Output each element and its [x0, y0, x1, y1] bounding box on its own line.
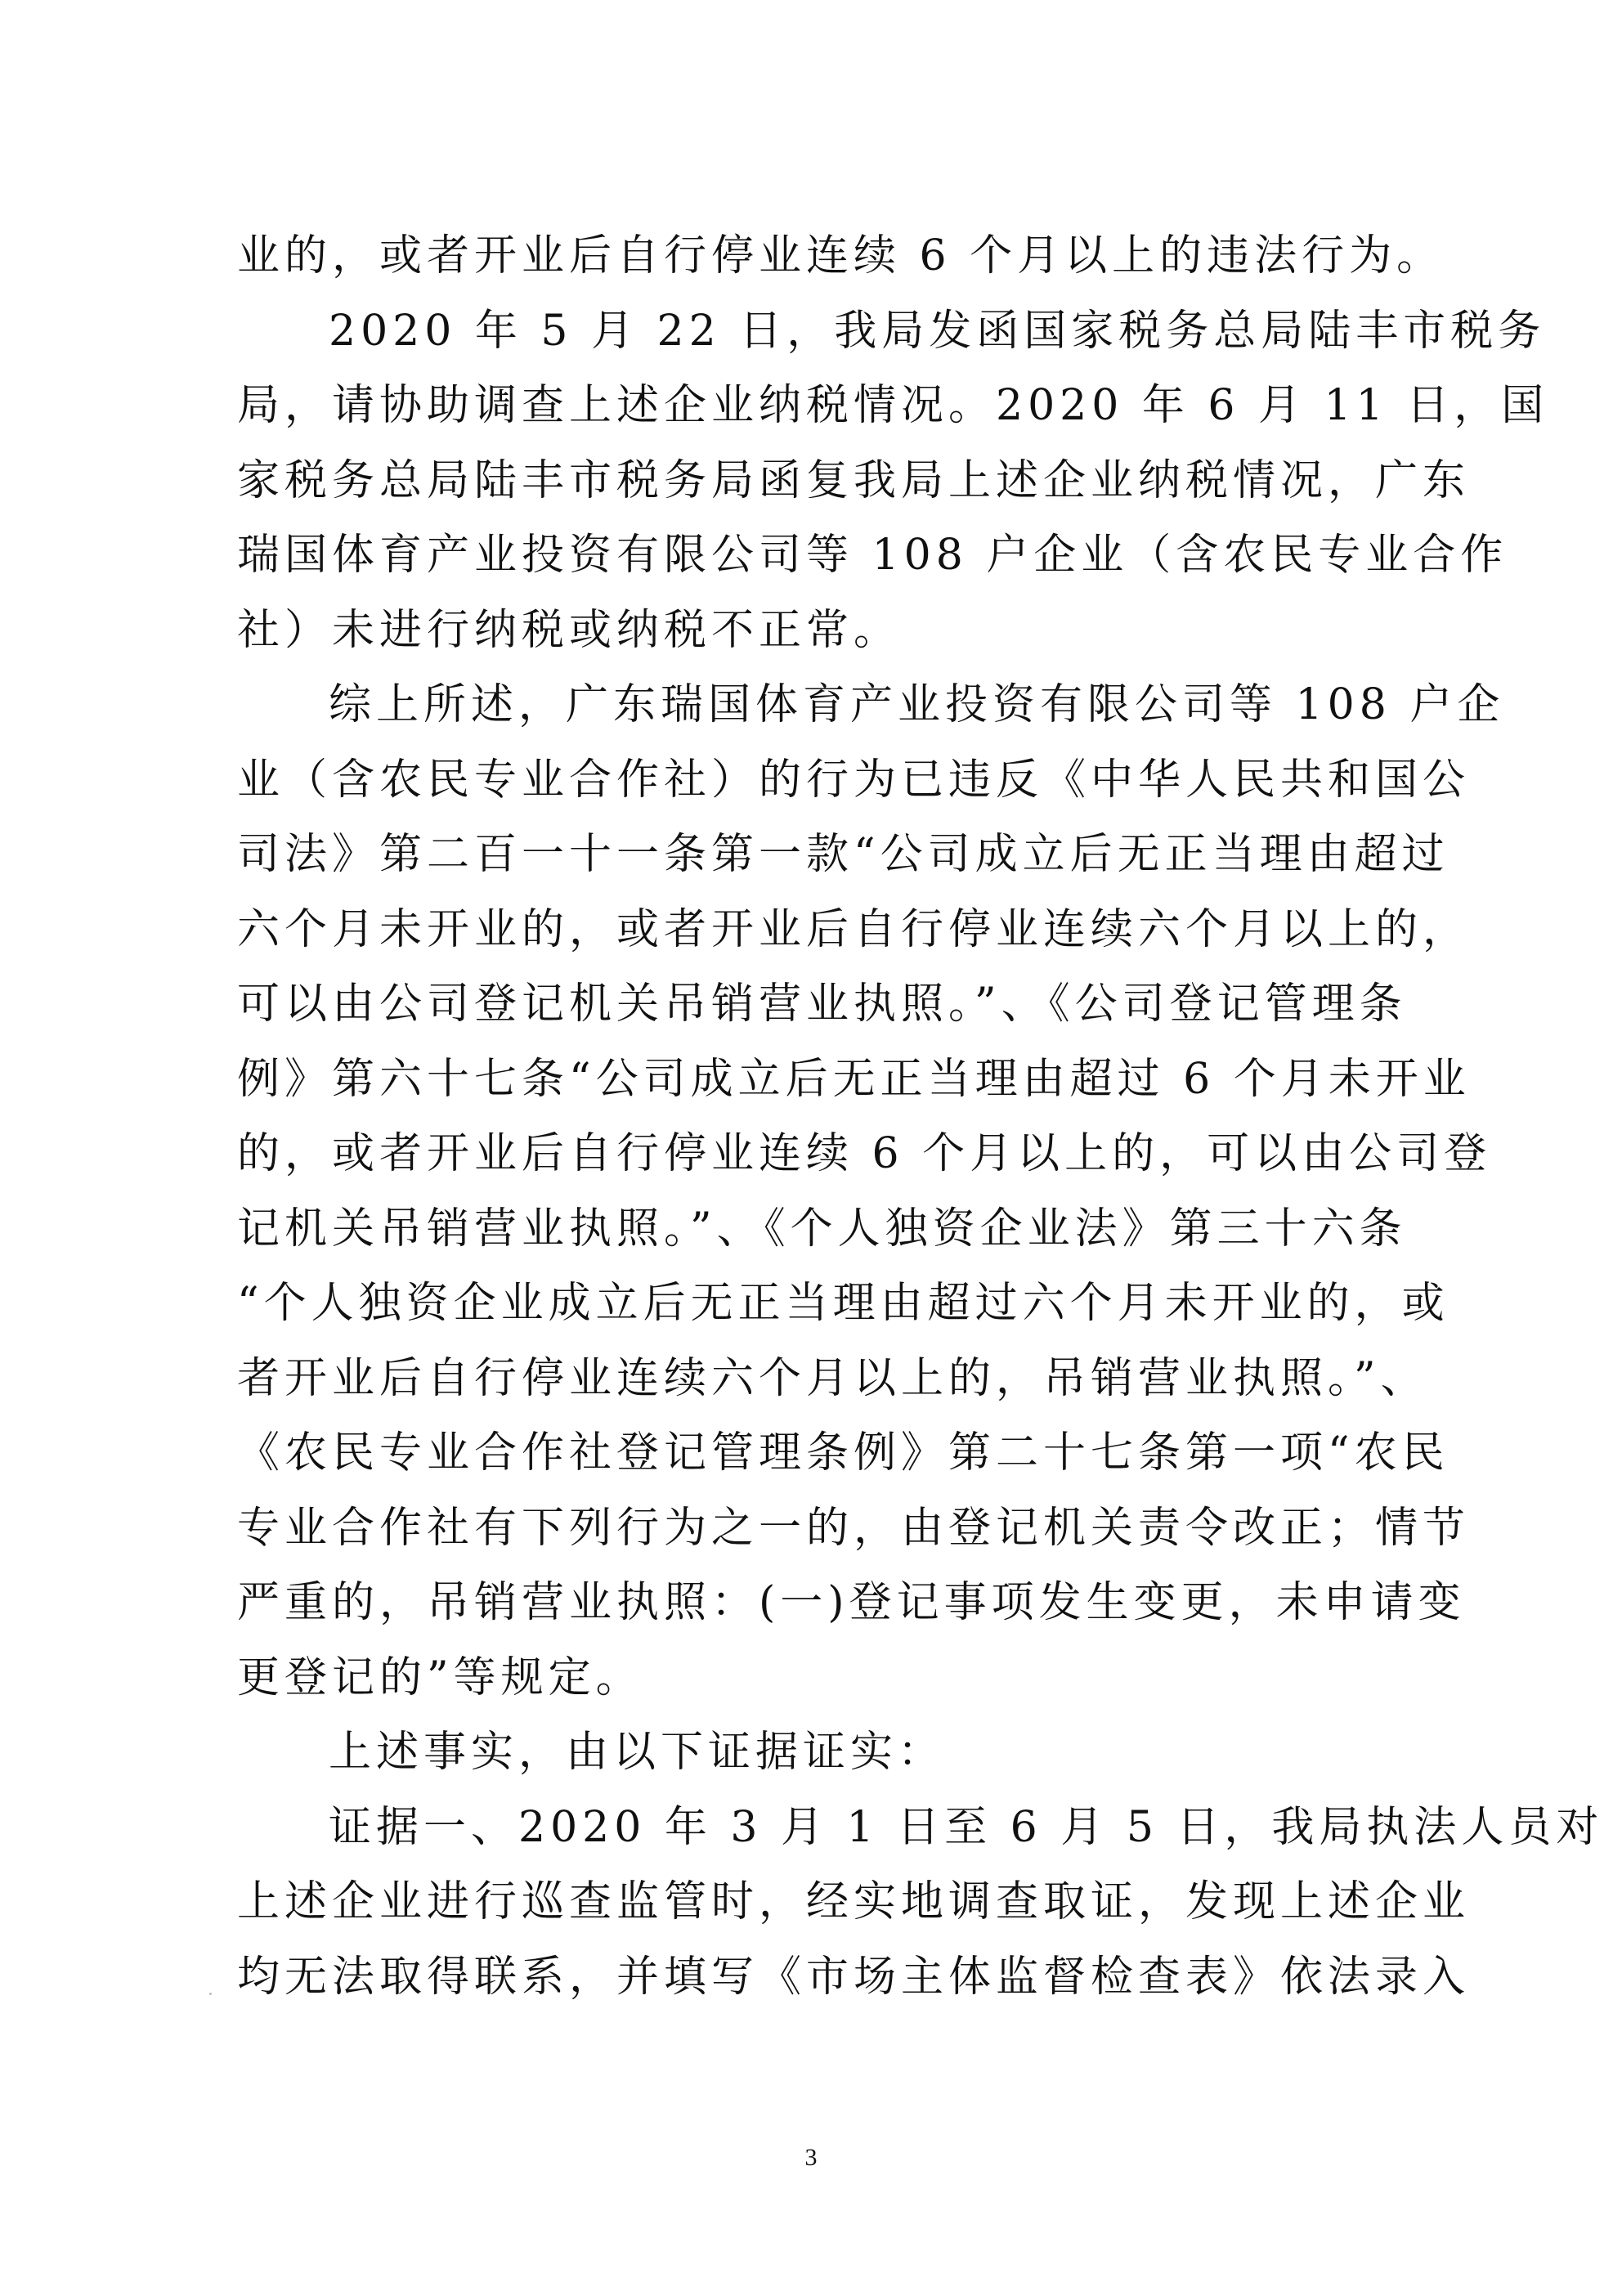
- text-line: 局，请协助调查上述企业纳税情况。2020 年 6 月 11 日，国: [237, 381, 1549, 430]
- paragraph-start-line: 综上所述，广东瑞国体育产业投资有限公司等 108 户企: [329, 680, 1505, 729]
- text-line: 的，或者开业后自行停业连续 6 个月以上的，可以由公司登: [237, 1129, 1492, 1178]
- text-line: 者开业后自行停业连续六个月以上的，吊销营业执照。”、: [237, 1353, 1428, 1403]
- text-line: 瑞国体育产业投资有限公司等 108 户企业（含农民专业合作: [237, 531, 1508, 580]
- text-line: 上述企业进行巡查监管时，经实地调查取证，发现上述企业: [237, 1877, 1471, 1926]
- page-number: 3: [804, 2144, 818, 2171]
- body-text: [237, 219, 1604, 2015]
- text-line: 均无法取得联系，并填写《市场主体监督检查表》依法录入: [237, 1952, 1471, 2002]
- text-line: 可以由公司登记机关吊销营业执照。”、《公司登记管理条: [237, 980, 1407, 1029]
- paragraph-start-line: 上述事实，由以下证据证实：: [329, 1728, 946, 1777]
- text-line: “个人独资企业成立后无正当理由超过六个月未开业的，或: [237, 1279, 1449, 1328]
- paragraph-start-line: 2020 年 5 月 22 日，我局发函国家税务总局陆丰市税务: [329, 306, 1546, 356]
- text-line: 例》第六十七条“公司成立后无正当理由超过 6 个月未开业: [237, 1054, 1471, 1104]
- text-line: 严重的，吊销营业执照：(一)登记事项发生变更，未申请变: [237, 1578, 1466, 1627]
- text-line: 家税务总局陆丰市税务局函复我局上述企业纳税情况，广东: [237, 455, 1471, 505]
- text-line: 更登记的”等规定。: [237, 1652, 643, 1702]
- text-line: 业（含农民专业合作社）的行为已违反《中华人民共和国公: [237, 755, 1471, 805]
- text-line: 《农民专业合作社登记管理条例》第二十七条第一项“农民: [237, 1428, 1449, 1478]
- text-line: 业的，或者开业后自行停业连续 6 个月以上的违法行为。: [237, 231, 1445, 280]
- text-line: 社）未进行纳税或纳税不正常。: [237, 605, 902, 655]
- text-line: 专业合作社有下列行为之一的，由登记机关责令改正；情节: [237, 1503, 1471, 1553]
- scan-artifact: [209, 1993, 212, 1995]
- text-line: 记机关吊销营业执照。”、《个人独资企业法》第三十六条: [237, 1204, 1407, 1253]
- text-line: 六个月未开业的，或者开业后自行停业连续六个月以上的，: [237, 904, 1471, 954]
- paragraph-start-line: 证据一、2020 年 3 月 1 日至 6 月 5 日，我局执法人员对: [329, 1802, 1604, 1852]
- text-line: 司法》第二百一十一条第一款“公司成立后无正当理由超过: [237, 830, 1449, 879]
